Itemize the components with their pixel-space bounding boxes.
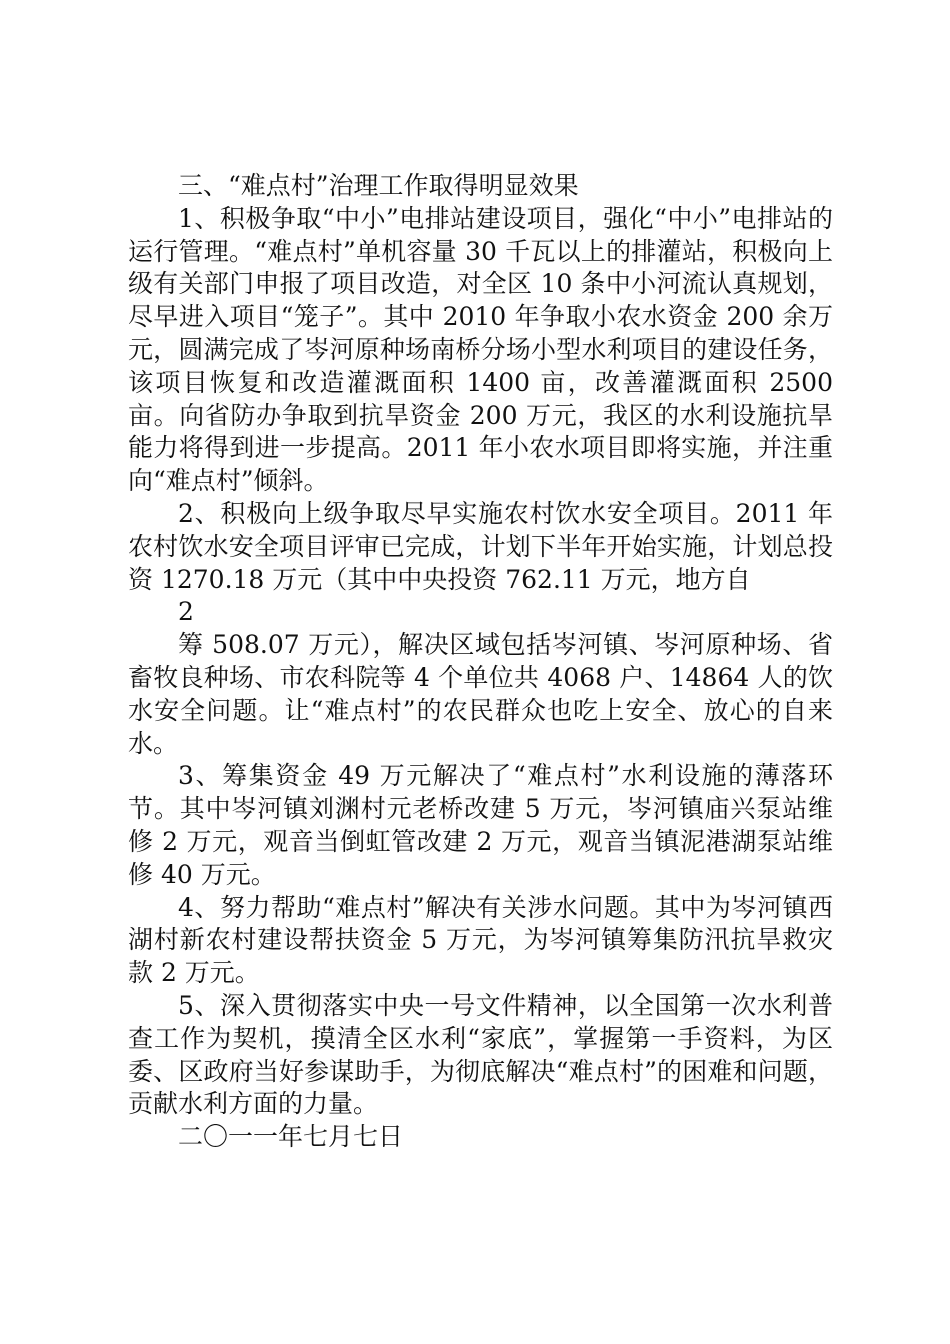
page-number: 2	[178, 597, 194, 627]
document-body	[128, 170, 833, 1154]
paragraph-3: 3、筹集资金 49 万元解决了“难点村”水利设施的薄落环节。其中岑河镇刘渊村元老桥改建 5 万元，岑河镇庙兴泵站维修 2 万元，观音当倒虹管改建 2 万元，观音当镇泥港湖泵站维修 40 万元。	[128, 761, 833, 889]
paragraph-2-continued: 筹 508.07 万元），解决区域包括岑河镇、岑河原种场、省畜牧良种场、市农科院等 4 个单位共 4068 户、14864 人的饮水安全问题。让“难点村”的农民群众也吃上安全、放心的自来水。	[128, 630, 833, 758]
document-date: 二〇一一年七月七日	[178, 1122, 404, 1152]
paragraph-4: 4、努力帮助“难点村”解决有关涉水问题。其中为岑河镇西湖村新农村建设帮扶资金 5 万元，为岑河镇筹集防汛抗旱救灾款 2 万元。	[128, 892, 833, 988]
paragraph-2: 2、积极向上级争取尽早实施农村饮水安全项目。2011 年农村饮水安全项目评审已完成，计划下半年开始实施，计划总投资 1270.18 万元（其中中央投资 762.11 万元，地方自	[128, 498, 833, 594]
paragraph-5: 5、深入贯彻落实中央一号文件精神，以全国第一次水利普查工作为契机，摸清全区水利“家底”，掌握第一手资料，为区委、区政府当好参谋助手，为彻底解决“难点村”的困难和问题，贡献水利方面的力量。	[128, 990, 833, 1119]
section-heading: 三、“难点村”治理工作取得明显效果	[178, 171, 579, 200]
paragraph-1: 1、积极争取“中小”电排站建设项目，强化“中小”电排站的运行管理。“难点村”单机容量 30 千瓦以上的排灌站，积极向上级有关部门申报了项目改造，对全区 10 条中小河流认真规划，尽早进入项目“笼子”。其中 2010 年争取小农水资金 200 余万元，圆满完成了岑河原种场南桥分场小型水利项目的建设任务，该项目恢复和改造灌溉面积 1400 亩，改善灌溉面积 2500 亩。向省防办争取到抗旱资金 200 万元，我区的水利设施抗旱能力将得到进一步提高。2011 年小农水项目即将实施，并注重向“难点村”倾斜。	[128, 203, 833, 496]
